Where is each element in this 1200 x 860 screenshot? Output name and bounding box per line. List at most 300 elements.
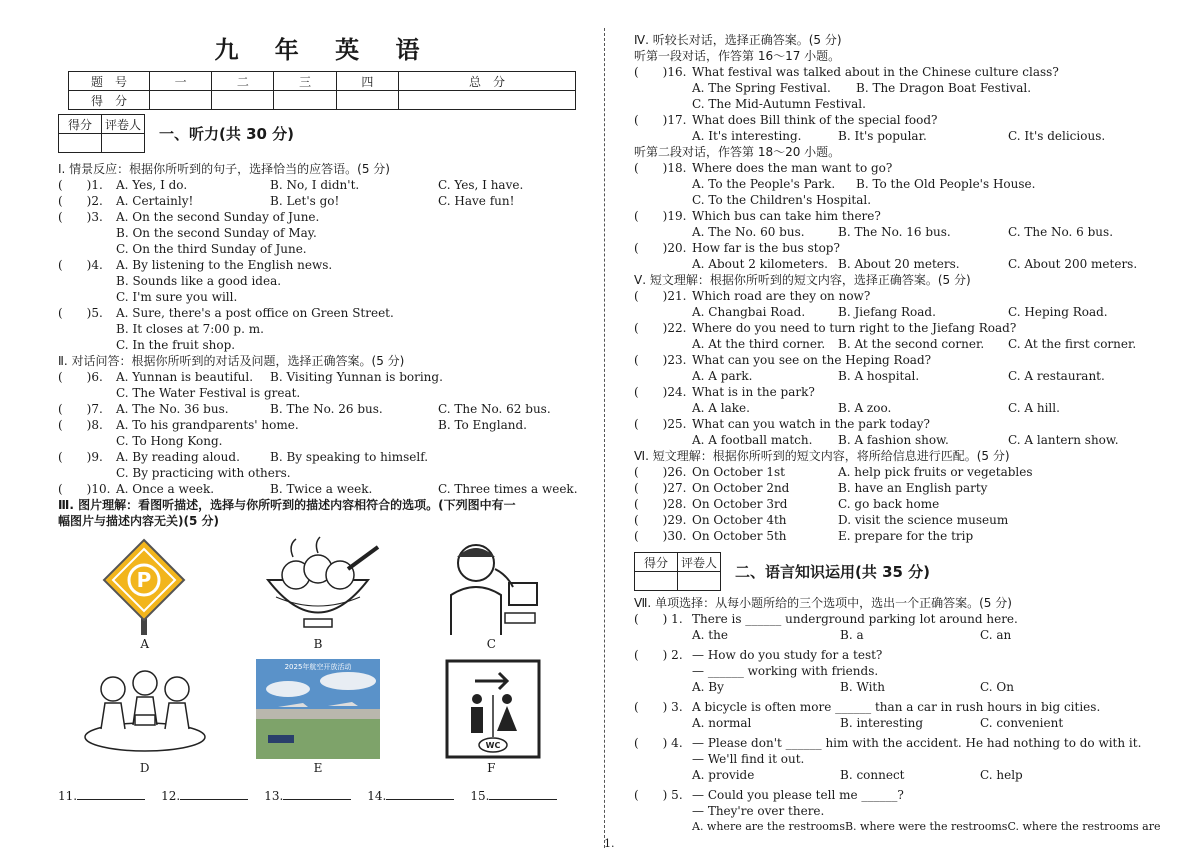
answer-option[interactable]: A. where are the restrooms [692, 820, 845, 833]
question-row [634, 96, 1150, 112]
question-row [634, 400, 1150, 416]
answer-option[interactable]: A. On the second Sunday of June. [116, 210, 320, 224]
answer-option[interactable]: C. To Hong Kong. [116, 434, 223, 448]
question-row [634, 208, 1150, 224]
question-17 [634, 112, 1150, 144]
matching-row [634, 464, 1150, 480]
answer-option[interactable]: A. Sure, there's a post office on Green Street. [116, 306, 394, 320]
grader-name-label: 评卷人 [102, 115, 145, 134]
answer-option[interactable]: B. The No. 16 bus. [838, 225, 951, 239]
picture-caption: D [139, 761, 150, 775]
answer-option[interactable]: C. help [980, 768, 1023, 782]
question-row [58, 257, 590, 273]
dialog2-instruction: 听第二段对话，作答第 18～20 小题。 [634, 145, 841, 159]
question-text: A bicycle is often more ______ than a car in rush hours in big cities. [692, 700, 1101, 714]
question-number [634, 256, 692, 272]
question-row [58, 433, 590, 449]
match-left: On October 4th [692, 513, 787, 527]
question-row [58, 289, 590, 305]
score-header-cell: 二 [212, 72, 274, 91]
question-number: ( )28. [634, 497, 687, 511]
question-number: ( )19. [634, 209, 687, 223]
air-show-photo [248, 659, 388, 759]
question-text: — Please don't ______ him with the accident. He had nothing to do with it. [692, 736, 1142, 750]
answer-option[interactable]: B. where were the restrooms [844, 820, 1008, 833]
answer-option[interactable]: C. A lantern show. [1008, 433, 1119, 447]
question-number: ( )1. [58, 178, 103, 192]
answer-option[interactable]: B. With [840, 680, 885, 694]
answer-option[interactable]: B. Let's go! [270, 194, 340, 208]
question-number [58, 321, 116, 337]
part3-title-cont: 幅图片与描述内容无关)(5 分) [58, 514, 219, 528]
question-number [634, 715, 692, 731]
match-right: C. go back home [838, 497, 940, 511]
picture-f [405, 659, 578, 783]
answer-option[interactable]: A. The No. 36 bus. [116, 402, 229, 416]
question-number [634, 679, 692, 695]
answer-option[interactable]: A. normal [692, 716, 752, 730]
match-left: On October 5th [692, 529, 787, 543]
question-row [634, 352, 1150, 368]
answer-option[interactable]: A. By [692, 680, 724, 694]
picture-a [58, 535, 231, 659]
part4-title: Ⅳ. 听较长对话，选择正确答案。(5 分) [634, 33, 842, 47]
answer-option[interactable]: C. At the first corner. [1008, 337, 1137, 351]
question-number: ( )25. [634, 417, 687, 431]
grader-score-label: 得分 [59, 115, 102, 134]
question-row [634, 787, 1150, 803]
question-row [634, 112, 1150, 128]
question-text: What festival was talked about in the Chinese culture class? [692, 65, 1059, 79]
question-number [634, 819, 692, 835]
answer-option[interactable]: C. On [980, 680, 1014, 694]
question-number: ( )24. [634, 385, 687, 399]
answer-option[interactable]: B. It closes at 7:00 p. m. [116, 322, 264, 336]
answer-option[interactable]: C. Three times a week. [438, 482, 578, 496]
question-number [634, 192, 692, 208]
part1-questions [58, 177, 590, 353]
answer-option[interactable]: B. A zoo. [838, 401, 892, 415]
grader-box [634, 552, 721, 591]
answer-option[interactable]: C. convenient [980, 716, 1064, 730]
question-text: There is ______ underground parking lot around here. [692, 612, 1018, 626]
question-row [634, 663, 1150, 679]
question-16 [634, 64, 1150, 112]
question-number [634, 304, 692, 320]
part2-questions [58, 369, 590, 497]
question-row [634, 699, 1150, 715]
answer-option[interactable]: A. The Spring Festival. [692, 81, 831, 95]
answer-option[interactable]: A. A football match. [692, 433, 813, 447]
mc-question [634, 647, 1150, 695]
score-row-label: 得 分 [69, 91, 150, 110]
question-row [634, 304, 1150, 320]
question-row [58, 481, 590, 497]
question-row [634, 256, 1150, 272]
answer-option[interactable]: B. To the Old People's House. [856, 177, 1036, 191]
answer-option[interactable]: B. A fashion show. [838, 433, 949, 447]
answer-option[interactable]: B. It's popular. [838, 129, 927, 143]
question-number [634, 368, 692, 384]
question-number: ( ) 2. [634, 648, 683, 662]
picture-grid [58, 535, 578, 783]
question-19 [634, 208, 1150, 240]
question-row [634, 320, 1150, 336]
section2-title: 二、语言知识运用(共 35 分) [735, 563, 931, 581]
question-number [634, 432, 692, 448]
part5-questions [634, 288, 1150, 448]
dialog1-instruction: 听第一段对话，作答第 16～17 小题。 [634, 49, 841, 63]
question-number [634, 80, 692, 96]
score-cell[interactable] [212, 91, 274, 110]
children-reading-icon [75, 659, 215, 759]
parking-sign-icon [75, 535, 215, 635]
question-number: ( )5. [58, 306, 103, 320]
answer-option[interactable]: C. By practicing with others. [116, 466, 291, 480]
matching-row [634, 528, 1150, 544]
question-row [58, 337, 590, 353]
part3-title: Ⅲ. 图片理解：看图听描述，选择与你所听到的描述内容相符合的选项。(下列图中有一 [58, 498, 516, 512]
answer-option[interactable]: C. The No. 62 bus. [438, 402, 551, 416]
match-right: E. prepare for the trip [838, 529, 974, 543]
answer-option[interactable]: B. Visiting Yunnan is boring. [270, 370, 443, 384]
question-row [634, 64, 1150, 80]
question-row [58, 401, 590, 417]
question-number [58, 385, 116, 401]
answer-option[interactable]: C. I'm sure you will. [116, 290, 238, 304]
question-row [634, 240, 1150, 256]
question-row [58, 177, 590, 193]
answer-option[interactable]: B. Twice a week. [270, 482, 373, 496]
question-number [634, 336, 692, 352]
picture-c [405, 535, 578, 659]
score-cell[interactable] [336, 91, 398, 110]
question-row [634, 176, 1150, 192]
grader-score-cell[interactable] [59, 134, 102, 153]
question-row [634, 647, 1150, 663]
answer-option[interactable]: C. A restaurant. [1008, 369, 1105, 383]
question-number [634, 400, 692, 416]
question-row [634, 224, 1150, 240]
answer-option[interactable]: B. About 20 meters. [838, 257, 960, 271]
answer-option[interactable]: C. Heping Road. [1008, 305, 1108, 319]
answer-option[interactable]: C. Yes, I have. [438, 178, 524, 192]
question-row [58, 465, 590, 481]
answer-option[interactable]: C. A hill. [1008, 401, 1060, 415]
question-number: ( )22. [634, 321, 687, 335]
answer-option[interactable]: B. A hospital. [838, 369, 920, 383]
question-text: Which road are they on now? [692, 289, 871, 303]
question-number [58, 433, 116, 449]
question-row [634, 432, 1150, 448]
match-left: On October 2nd [692, 481, 790, 495]
photo-caption-text: 2025年航空开放活动 [284, 663, 352, 671]
part6-matching [634, 464, 1150, 544]
question-number [58, 241, 116, 257]
mc-question [634, 735, 1150, 783]
question-number [634, 663, 692, 679]
match-left: On October 1st [692, 465, 785, 479]
question-row [634, 192, 1150, 208]
question-number: ( )23. [634, 353, 687, 367]
question-row [634, 767, 1150, 783]
blank-12[interactable]: 12. [161, 787, 248, 803]
answer-option[interactable]: C. About 200 meters. [1008, 257, 1138, 271]
question-row [58, 369, 590, 385]
match-right: A. help pick fruits or vegetables [838, 465, 1033, 479]
question-row [634, 368, 1150, 384]
question-row [58, 241, 590, 257]
tangyuan-bowl-icon [248, 535, 388, 635]
part2-title: Ⅱ. 对话问答：根据你所听到的对话及问题，选择正确答案。(5 分) [58, 354, 405, 368]
question-text: — How do you study for a test? [692, 648, 883, 662]
question-text: What is in the park? [692, 385, 815, 399]
question-row [58, 449, 590, 465]
question-number [634, 128, 692, 144]
question-24 [634, 384, 1150, 416]
question-number: ( )3. [58, 210, 103, 224]
part5-title: Ⅴ. 短文理解：根据你所听到的短文内容，选择正确答案。(5 分) [634, 273, 971, 287]
question-row [634, 336, 1150, 352]
question-text: What can you see on the Heping Road? [692, 353, 932, 367]
question-text: — ______ working with friends. [692, 664, 879, 678]
blank-14[interactable]: 14. [367, 787, 454, 803]
question-row [634, 819, 1161, 835]
question-number: ( ) 4. [634, 736, 683, 750]
blank-13[interactable]: 13. [264, 787, 351, 803]
mc-question [634, 699, 1150, 731]
part1-title: Ⅰ. 情景反应：根据你所听到的句子，选择恰当的应答语。(5 分) [58, 162, 390, 176]
answer-option[interactable]: C. an [980, 628, 1012, 642]
blank-11[interactable]: 11. [58, 787, 145, 803]
answer-option[interactable]: C. On the third Sunday of June. [116, 242, 307, 256]
answer-option[interactable]: C. To the Children's Hospital. [692, 193, 872, 207]
answer-option[interactable]: A. A lake. [692, 401, 750, 415]
answer-option[interactable]: B. The No. 26 bus. [270, 402, 383, 416]
question-21 [634, 288, 1150, 320]
blank-15[interactable]: 15. [470, 787, 557, 803]
picture-d [58, 659, 231, 783]
question-22 [634, 320, 1150, 352]
question-row [634, 288, 1150, 304]
question-row [634, 751, 1150, 767]
answer-option[interactable]: A. By reading aloud. [116, 450, 240, 464]
answer-option[interactable]: A. provide [692, 768, 755, 782]
answer-option[interactable]: C. It's delicious. [1008, 129, 1106, 143]
answer-option[interactable]: A. Certainly! [116, 194, 194, 208]
question-number [634, 224, 692, 240]
question-text: Where do you need to turn right to the Jiefang Road? [692, 321, 1017, 335]
answer-option[interactable]: A. By listening to the English news. [116, 258, 333, 272]
answer-option[interactable]: A. Changbai Road. [692, 305, 806, 319]
score-header-cell: 四 [336, 72, 398, 91]
answer-option[interactable]: C. Have fun! [438, 194, 515, 208]
svg-text:P: P [136, 568, 151, 592]
question-text: — We'll find it out. [692, 752, 805, 766]
boy-on-phone-icon [421, 535, 561, 635]
answer-option[interactable]: A. Once a week. [116, 482, 215, 496]
matching-row [634, 512, 1150, 528]
question-row [634, 679, 1150, 695]
answer-option[interactable]: B. Sounds like a good idea. [116, 274, 282, 288]
answer-option[interactable]: B. No, I didn't. [270, 178, 360, 192]
matching-row [634, 496, 1150, 512]
score-header-cell: 一 [150, 72, 212, 91]
question-row [634, 715, 1150, 731]
section2-header [634, 552, 1150, 591]
question-number [634, 751, 692, 767]
question-number: ( )17. [634, 113, 687, 127]
question-number [634, 627, 692, 643]
question-row [58, 273, 590, 289]
question-23 [634, 352, 1150, 384]
score-header-cell: 题 号 [69, 72, 150, 91]
match-left: On October 3rd [692, 497, 788, 511]
question-number: ( )7. [58, 402, 103, 416]
question-25 [634, 416, 1150, 448]
answer-option[interactable]: B. By speaking to himself. [270, 450, 429, 464]
answer-option[interactable]: A. About 2 kilometers. [692, 257, 828, 271]
question-number [634, 176, 692, 192]
question-text: What does Bill think of the special food? [692, 113, 938, 127]
answer-option[interactable]: C. where the restrooms are [1007, 820, 1161, 833]
question-number: ( )29. [634, 513, 687, 527]
score-cell[interactable] [274, 91, 336, 110]
question-number: ( )26. [634, 465, 687, 479]
question-number [634, 96, 692, 112]
question-18 [634, 160, 1150, 208]
answer-option[interactable]: A. A park. [692, 369, 753, 383]
question-row [58, 305, 590, 321]
question-row [58, 417, 590, 433]
question-text: Which bus can take him there? [692, 209, 881, 223]
answer-option[interactable]: B. On the second Sunday of May. [116, 226, 317, 240]
question-20 [634, 240, 1150, 272]
picture-caption: E [313, 761, 323, 775]
question-number [58, 337, 116, 353]
answer-option[interactable]: B. connect [840, 768, 905, 782]
restroom-sign-icon [421, 659, 561, 759]
question-row [634, 160, 1150, 176]
score-cell[interactable] [398, 91, 575, 110]
question-text: — They're over there. [692, 804, 825, 818]
answer-option[interactable]: C. In the fruit shop. [116, 338, 236, 352]
question-row [634, 80, 1150, 96]
section1-header [58, 114, 590, 153]
question-row [634, 416, 1150, 432]
match-right: B. have an English party [838, 481, 988, 495]
question-number: ( ) 5. [634, 788, 683, 802]
answer-option[interactable]: A. Yes, I do. [116, 178, 188, 192]
question-row [634, 803, 1150, 819]
mc-question [634, 611, 1150, 643]
question-number: ( )10. [58, 482, 111, 496]
question-number [634, 767, 692, 783]
score-header-cell: 三 [274, 72, 336, 91]
grader-name-cell[interactable] [102, 134, 145, 153]
part6-title: Ⅵ. 短文理解：根据你所听到的短文内容，将所给信息进行匹配。(5 分) [634, 449, 1010, 463]
answer-option[interactable]: B. The Dragon Boat Festival. [856, 81, 1032, 95]
mc-question [634, 787, 1161, 835]
question-text: How far is the bus stop? [692, 241, 840, 255]
question-number: ( )9. [58, 450, 103, 464]
right-page [604, 0, 1200, 860]
multiple-choice-questions [634, 611, 1161, 835]
answer-option[interactable]: A. To his grandparents' home. [116, 418, 299, 432]
section1-title: 一、听力(共 30 分) [159, 125, 295, 143]
grader-box [58, 114, 145, 153]
score-cell[interactable] [150, 91, 212, 110]
question-number: ( )18. [634, 161, 687, 175]
question-text: — Could you please tell me ______? [692, 788, 904, 802]
answer-option[interactable]: A. The No. 60 bus. [692, 225, 805, 239]
question-number: ( )20. [634, 241, 687, 255]
question-number: ( )8. [58, 418, 103, 432]
score-header-cell: 总 分 [398, 72, 575, 91]
answer-option[interactable]: B. interesting [840, 716, 924, 730]
question-row [634, 627, 1150, 643]
question-row [58, 193, 590, 209]
picture-caption: F [487, 761, 496, 775]
answer-option[interactable]: C. The No. 6 bus. [1008, 225, 1114, 239]
question-number [58, 273, 116, 289]
answer-option[interactable]: A. To the People's Park. [692, 177, 836, 191]
answer-option[interactable]: B. Jiefang Road. [838, 305, 936, 319]
question-row [634, 384, 1150, 400]
answer-option[interactable]: B. At the second corner. [838, 337, 985, 351]
question-text: Where does the man want to go? [692, 161, 893, 175]
question-number: ( ) 3. [634, 700, 683, 714]
question-number: ( )6. [58, 370, 103, 384]
answer-option[interactable]: B. a [840, 628, 864, 642]
question-number: ( )16. [634, 65, 687, 79]
grader-name-cell[interactable] [678, 572, 721, 591]
part7-title: Ⅶ. 单项选择：从每小题所给的三个选项中，选出一个正确答案。(5 分) [634, 596, 1012, 610]
answer-option[interactable]: A. At the third corner. [692, 337, 826, 351]
grader-score-cell[interactable] [635, 572, 678, 591]
grader-score-label: 得分 [635, 553, 678, 572]
answer-blanks [58, 787, 590, 803]
answer-option[interactable]: C. The Mid-Autumn Festival. [692, 97, 866, 111]
wc-label: WC [485, 741, 501, 750]
question-number: ( ) 1. [634, 612, 683, 626]
question-number: ( )21. [634, 289, 687, 303]
question-number [634, 803, 692, 819]
question-number [58, 465, 116, 481]
answer-option[interactable]: A. It's interesting. [692, 129, 802, 143]
question-number [58, 289, 116, 305]
answer-option[interactable]: A. Yunnan is beautiful. [116, 370, 254, 384]
question-text: What can you watch in the park today? [692, 417, 930, 431]
answer-option[interactable]: C. The Water Festival is great. [116, 386, 301, 400]
question-number: ( )4. [58, 258, 103, 272]
exam-title: 九 年 英 语 [214, 36, 434, 64]
picture-caption: C [486, 637, 496, 651]
answer-option[interactable]: A. the [692, 628, 728, 642]
question-row [634, 128, 1150, 144]
question-row [58, 321, 590, 337]
score-table [68, 71, 576, 110]
answer-option[interactable]: B. To England. [438, 418, 527, 432]
picture-caption: B [313, 637, 323, 651]
question-row [634, 735, 1150, 751]
match-right: D. visit the science museum [838, 513, 1009, 527]
grader-name-label: 评卷人 [678, 553, 721, 572]
question-row [58, 225, 590, 241]
question-number: ( )27. [634, 481, 687, 495]
question-number: ( )30. [634, 529, 687, 543]
picture-b [231, 535, 404, 659]
